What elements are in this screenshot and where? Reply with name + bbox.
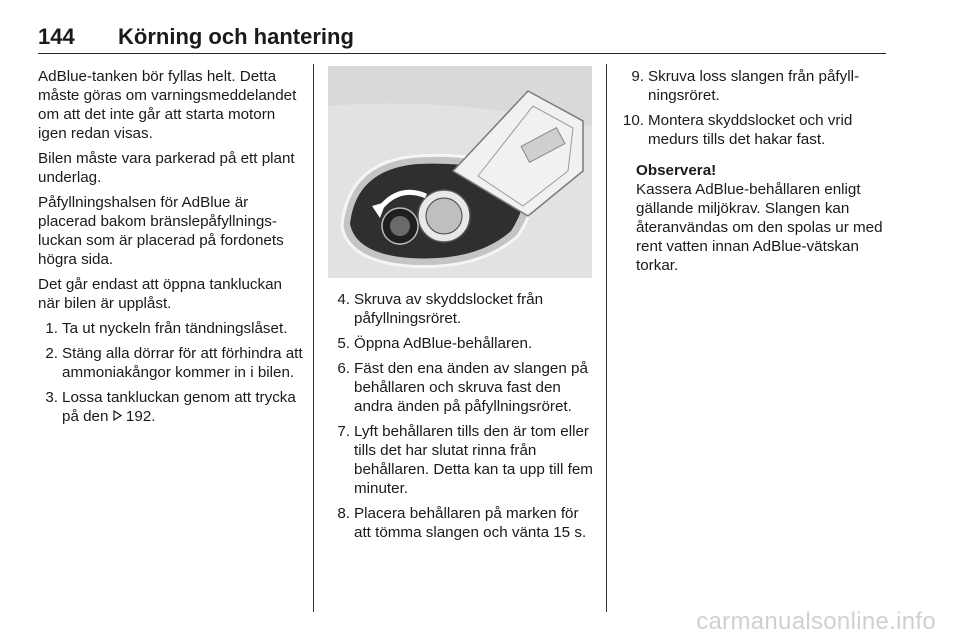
step-list-3	[620, 67, 888, 149]
list-item	[330, 359, 594, 416]
step-text: Skruva loss slangen från påfyllningsröret.	[648, 68, 860, 104]
step-text: Skruva av skyddslocket från påfyllningsröret.	[354, 291, 544, 327]
list-item	[330, 504, 594, 542]
adblue-filler-figure	[328, 66, 592, 278]
adblue-filler-illustration	[328, 66, 592, 278]
page-reference[interactable]: 192.	[125, 408, 156, 425]
page-header	[38, 22, 886, 52]
step-number: 10.	[622, 112, 644, 129]
list-item	[38, 319, 304, 338]
step-number: 2.	[45, 345, 58, 362]
column-1	[38, 67, 304, 432]
intro-paragraph-fill: AdBlue-tanken bör fyllas helt. Detta måste göras om varningsmeddelandet om att det inte går att starta motorn igen redan visas.	[38, 68, 297, 142]
column-divider-right	[606, 64, 607, 612]
step-text: Lossa tankluckan genom att trycka på den	[62, 389, 296, 425]
page-reference-arrow-icon[interactable]	[113, 407, 122, 426]
list-item	[620, 67, 888, 105]
step-text: Montera skyddslocket och vrid medurs tills det hakar fast.	[648, 112, 853, 148]
step-text: Fäst den ena änden av slangen på behållaren och skruva fast den andra änden på påfyllningsröret.	[354, 360, 588, 415]
list-item	[38, 344, 304, 382]
step-list-1	[38, 319, 304, 426]
column-2	[330, 290, 594, 548]
step-number: 6.	[337, 360, 350, 377]
intro-paragraph-location: Påfyllningshalsen för AdBlue är placerad bakom bränslepåfyllningsluckan som är placerad på fordonets högra sida.	[38, 194, 284, 268]
step-list-2	[330, 290, 594, 542]
intro-paragraph-unlock: Det går endast att öppna tankluckan när bilen är upplåst.	[38, 276, 283, 312]
list-item	[38, 388, 304, 426]
header-rule	[38, 53, 886, 54]
note-title: Observera!	[636, 162, 717, 179]
intro-paragraph-level: Bilen måste vara parkerad på ett plant underlag.	[38, 150, 295, 186]
step-text: Lyft behållaren tills den är tom eller tills det har slutat rinna från behållaren. Detta kan ta upp till fem minuter.	[354, 423, 593, 497]
step-text: Ta ut nyckeln från tändningslåset.	[62, 320, 288, 337]
watermark: carmanualsonline.info	[696, 608, 936, 635]
step-text: Stäng alla dörrar för att förhindra att ammoniakångor kommer in i bilen.	[62, 345, 303, 381]
step-number: 7.	[337, 423, 350, 440]
column-3	[620, 67, 888, 275]
step-number: 1.	[45, 320, 58, 337]
note-box	[620, 161, 888, 275]
column-divider-left	[313, 64, 314, 612]
step-number: 5.	[337, 335, 350, 352]
step-number: 8.	[337, 505, 350, 522]
section-title: Körning och hantering	[118, 24, 354, 49]
list-item	[330, 422, 594, 498]
step-number: 3.	[45, 389, 58, 406]
list-item	[330, 290, 594, 328]
step-text: Placera behållaren på marken för att tömma slangen och vänta 15 s.	[354, 505, 587, 541]
page-number: 144	[38, 24, 75, 49]
step-number: 4.	[337, 291, 350, 308]
step-text: Öppna AdBlue-behållaren.	[354, 335, 533, 352]
list-item	[620, 111, 888, 149]
note-text: Kassera AdBlue-behållaren enligt gällande miljökrav. Slangen kan återanvändas om den spolas ur med rent vatten innan AdBlue-vätskan torkar.	[636, 181, 883, 274]
list-item	[330, 334, 594, 353]
step-number: 9.	[631, 68, 644, 85]
